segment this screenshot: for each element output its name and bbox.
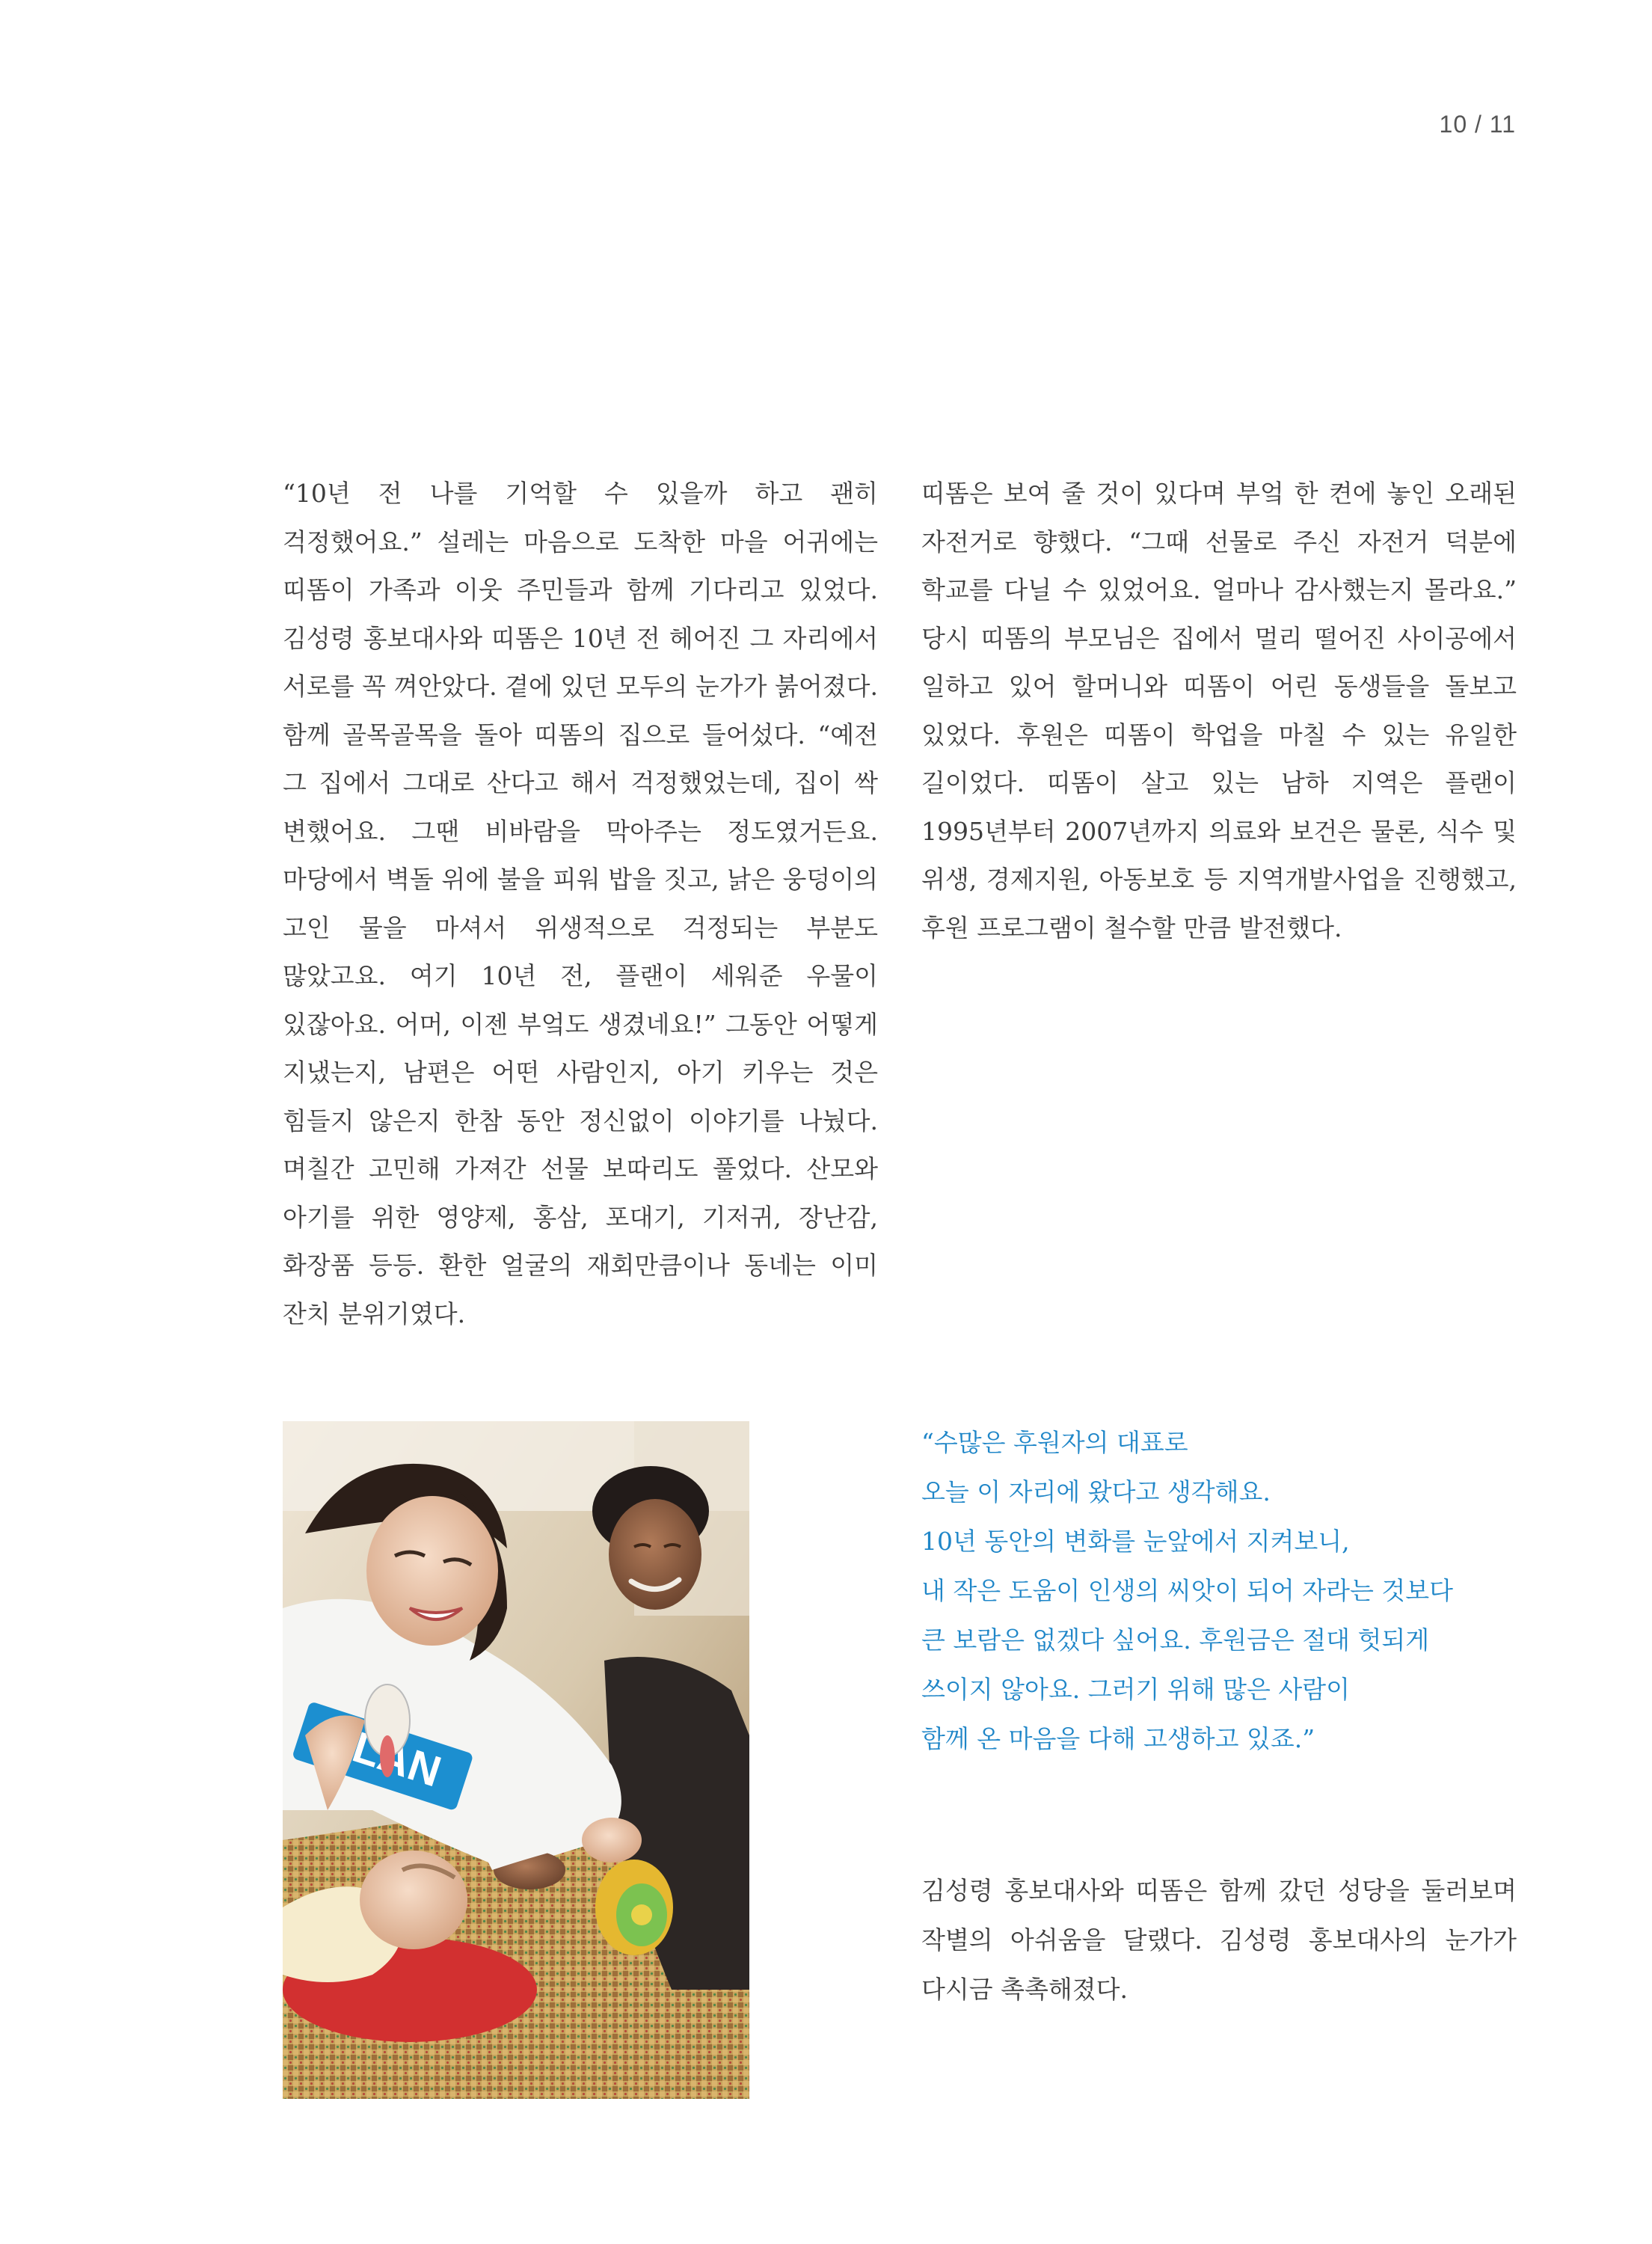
- page-number: 10 / 11: [1439, 111, 1516, 138]
- quote-line: 10년 동안의 변화를 눈앞에서 지켜보니,: [921, 1527, 1350, 1556]
- quote-line: 큰 보람은 없겠다 싶어요. 후원금은 절대 헛되게: [921, 1625, 1430, 1655]
- quote-line: 오늘 이 자리에 왔다고 생각해요.: [921, 1477, 1271, 1506]
- article-right-column: 띠똠은 보여 줄 것이 있다며 부엌 한 켠에 놓인 오래된 자전거로 향했다. “그때 선물로 주신 자전거 덕분에 학교를 다닐 수 있었어요. 얼마나 감사했는지 몰라요.” 당시 띠똠의 부모님은 집에서 멀리 떨어진 사이공에서 일하고 있어 할머니와 띠똠이 어린 동생들을 돌보고 있었다. 후원은 띠똠이 학업을 마칠 수 있는 유일한 길이었다. 띠똠이 살고 있는 남하 지역은 플랜이 1995년부터 2007년까지 의료와 보건은 물론, 식수 및 위생, 경제지원, 아동보호 등 지역개발사업을 진행했고, 후원 프로그램이 철수할 만큼 발전했다.: [921, 479, 1517, 942]
- article-left-column: “10년 전 나를 기억할 수 있을까 하고 괜히 걱정했어요.” 설레는 마음으로 도착한 마을 어귀에는 띠똠이 가족과 이웃 주민들과 함께 기다리고 있었다. 김성령 홍보대사와 띠똠은 10년 전 헤어진 그 자리에서 서로를 꼭 껴안았다. 곁에 있던 모두의 눈가가 붉어졌다. 함께 골목골목을 돌아 띠똠의 집으로 들어섰다. “예전 그 집에서 그대로 산다고 해서 걱정했었는데, 집이 싹 변했어요. 그땐 비바람을 막아주는 정도였거든요. 마당에서 벽돌 위에 불을 피워 밥을 짓고, 낡은 웅덩이의 고인 물을 마셔서 위생적으로 걱정되는 부분도 많았고요. 여기 10년 전, 플랜이 세워준 우물이 있잖아요. 어머, 이젠 부엌도 생겼네요!” 그동안 어떻게 지냈는지, 남편은 어떤 사람인지, 아기 키우는 것은 힘들지 않은지 한참 동안 정신없이 이야기를 나눴다. 며칠간 고민해 가져간 선물 보따리도 풀었다. 산모와 아기를 위한 영양제, 홍삼, 포대기, 기저귀, 장난감, 화장품 등등. 환한 얼굴의 재회만큼이나 동네는 이미 잔치 분위기였다.: [283, 479, 878, 1328]
- quote-line: 함께 온 마음을 다해 고생하고 있죠.”: [921, 1724, 1315, 1753]
- article-photo: [283, 1421, 749, 2099]
- quote-line: “수많은 후원자의 대표로: [921, 1428, 1188, 1457]
- photo-illustration: [283, 1421, 749, 2099]
- quote-line: 내 작은 도움이 인생의 씨앗이 되어 자라는 것보다: [921, 1576, 1453, 1605]
- pull-quote: [921, 1418, 1550, 1764]
- quote-line: 쓰이지 않아요. 그러기 위해 많은 사람이: [921, 1675, 1350, 1704]
- closing-paragraph: 김성령 홍보대사와 띠똠은 함께 갔던 성당을 둘러보며 작별의 아쉬움을 달랬다. 김성령 홍보대사의 눈가가 다시금 촉촉해졌다.: [921, 1876, 1517, 2004]
